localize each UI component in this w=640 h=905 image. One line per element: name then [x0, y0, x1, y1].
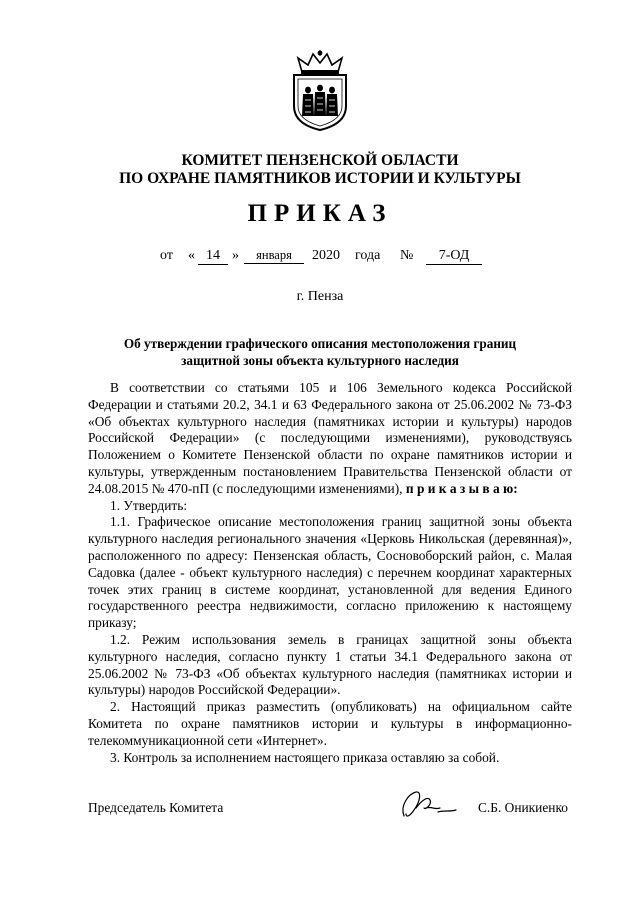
date-day: 14 — [198, 248, 228, 265]
subject-line-1: Об утверждении графического описания местоположения границ — [123, 336, 517, 351]
handwritten-signature — [398, 786, 460, 822]
item-1: 1. Утвердить: — [110, 497, 188, 513]
date-year: 2020 — [312, 248, 340, 263]
signatory-position: Председатель Комитета — [88, 800, 224, 815]
order-word: п р и к а з ы в а ю: — [405, 480, 518, 496]
document-number: 7-ОД — [426, 248, 482, 265]
date-year-word: года — [355, 248, 381, 263]
date-month: января — [244, 248, 304, 264]
document-title: ПРИКАЗ — [247, 200, 393, 227]
organization-line-1: КОМИТЕТ ПЕНЗЕНСКОЙ ОБЛАСТИ — [181, 152, 459, 169]
number-sign: № — [400, 248, 414, 263]
subject-line-2: защитной зоны объекта культурного наследия — [181, 353, 459, 368]
city: г. Пенза — [296, 289, 344, 304]
document-body — [88, 380, 572, 766]
organization-line-2: ПО ОХРАНЕ ПАМЯТНИКОВ ИСТОРИИ И КУЛЬТУРЫ — [119, 170, 521, 187]
signatory-name: С.Б. Оникиенко — [478, 800, 568, 815]
preamble-paragraph — [88, 380, 572, 498]
date-number-line — [160, 248, 500, 268]
item-3: 3. Контроль за исполнением настоящего приказа оставляю за собой. — [110, 749, 500, 765]
date-from: от — [160, 248, 173, 263]
item-1-2: 1.2. Режим использования земель в границах защитной зоны объекта культурного наследия, согласно пункту 1 статьи 34.1 Федерального закона от 25.06.2002 № 73-ФЗ «Об объектах культурного наследия (памятниках истории и культуры) народов Российской Федерации». — [88, 631, 572, 698]
quote-open: « — [188, 248, 195, 263]
item-2: 2. Настоящий приказ разместить (опубликовать) на официальном сайте Комитета по охране памятников истории и культуры в информационно-телекоммуникационной сети «Интернет». — [88, 699, 572, 748]
coat-of-arms-icon — [286, 50, 354, 132]
item-1-1: 1.1. Графическое описание местоположения границ защитной зоны объекта культурного наследия регионального значения «Церковь Никольская (деревянная)», расположенного по адресу: Пензенская область, Сосновоборский район, с. Малая Садовка (далее - объект культурного наследия) с перечнем координат характерных точек этих границ в системе координат, установленной для ведения Единого государственного реестра недвижимости, согласно приложению к настоящему приказу; — [88, 514, 572, 631]
preamble-text: В соответствии со статьями 105 и 106 Земельного кодекса Российской Федерации и статьями 20.2, 34.1 и 63 Федерального закона от 25.06.2002 № 73-ФЗ «Об объектах культурного наследия (памятниках истории и культуры) народов Российской Федерации» (с последующими изменениями), руководствуясь Положением о Комитете Пензенской области по охране памятников истории и культуры, утвержденным постановлением Правительства Пензенской области от 24.08.2015 № 470-пП (с последующими изменениями), — [88, 380, 572, 496]
quote-close: » — [232, 248, 239, 263]
